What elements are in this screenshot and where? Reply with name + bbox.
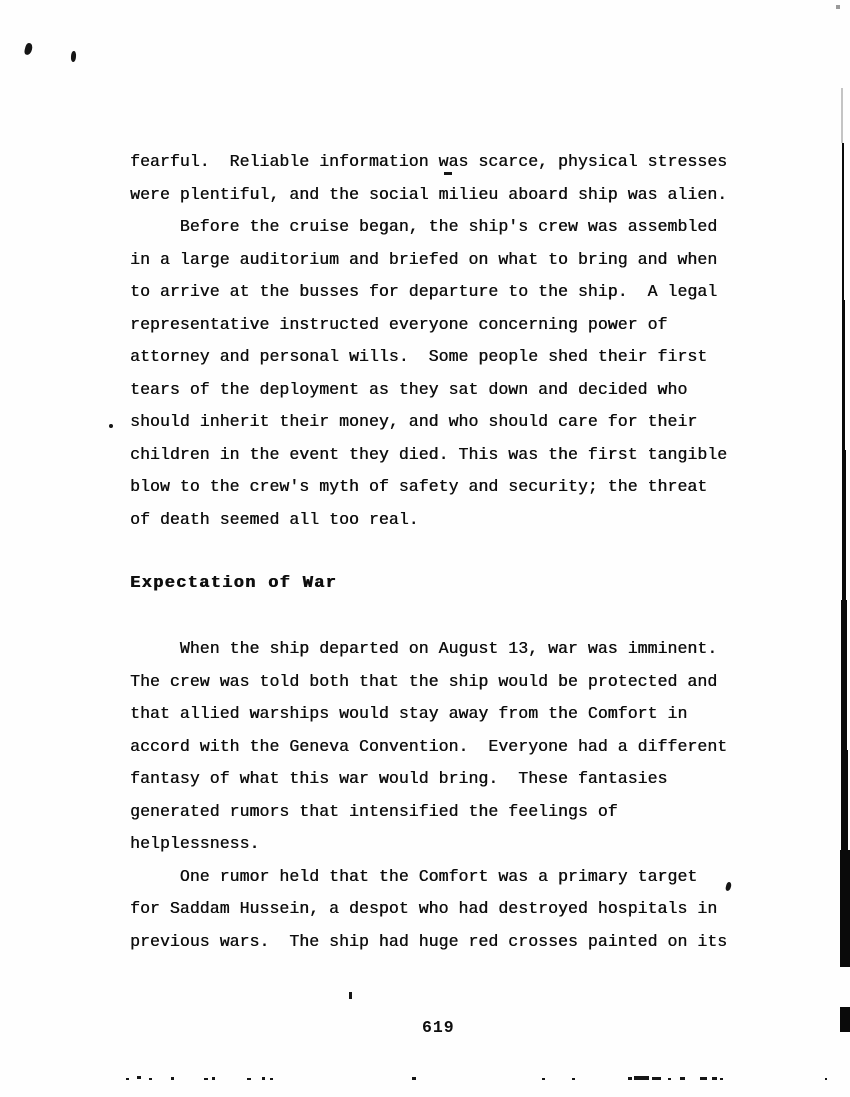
text-line: to arrive at the busses for departure to the ship. A legal	[130, 282, 718, 301]
text-line: Before the cruise began, the ship's crew was assembled	[130, 217, 718, 236]
scan-artifact	[212, 1077, 215, 1080]
scan-artifact	[349, 992, 352, 999]
text-line: should inherit their money, and who should care for their	[130, 412, 698, 431]
scan-artifact	[825, 1078, 827, 1080]
scan-artifact	[712, 1077, 717, 1080]
text-line: blow to the crew's myth of safety and security; the threat	[130, 477, 708, 496]
scan-artifact	[836, 5, 840, 9]
scan-artifact	[668, 1078, 671, 1080]
text-line: that allied warships would stay away from the Comfort in	[130, 704, 688, 723]
text-line: previous wars. The ship had huge red crosses painted on its	[130, 931, 728, 951]
scan-edge-bar	[841, 88, 843, 143]
text-line: fearful. Reliable information was scarce, physical stresses	[130, 152, 728, 171]
body-text-above-heading	[130, 146, 770, 536]
scan-edge-bar	[841, 750, 848, 850]
scan-artifact	[24, 42, 34, 55]
scan-edge-bar	[842, 300, 845, 450]
text-line: in a large auditorium and briefed on what to bring and when	[130, 249, 718, 269]
scan-artifact	[149, 1078, 152, 1080]
scan-artifact	[634, 1076, 649, 1080]
scan-artifact	[680, 1077, 685, 1080]
page-number: 619	[422, 1018, 455, 1037]
scan-edge-bar	[840, 850, 850, 967]
text-line: One rumor held that the Comfort was a primary target	[130, 866, 698, 886]
text-line: of death seemed all too real.	[130, 509, 419, 529]
text-line: The crew was told both that the ship would be protected and	[130, 671, 718, 691]
scan-artifact	[204, 1078, 208, 1080]
scan-artifact	[71, 51, 77, 62]
text-line: for Saddam Hussein, a despot who had destroyed hospitals in	[130, 899, 718, 918]
text-line: fantasy of what this war would bring. These fantasies	[130, 769, 668, 788]
text-line: When the ship departed on August 13, war was imminent.	[130, 639, 718, 658]
scan-edge-bar	[842, 143, 844, 300]
scan-artifact	[444, 172, 452, 175]
scan-artifact	[171, 1077, 174, 1080]
scan-artifact	[247, 1078, 251, 1080]
scan-artifact	[720, 1078, 723, 1080]
text-line: tears of the deployment as they sat down and decided who	[130, 379, 688, 399]
scan-artifact	[652, 1077, 661, 1080]
text-line: accord with the Geneva Convention. Everyone had a different	[130, 736, 728, 756]
scan-artifact	[700, 1077, 707, 1080]
scan-artifact	[126, 1078, 129, 1080]
text-line: were plentiful, and the social milieu aboard ship was alien.	[130, 184, 728, 204]
text-line: generated rumors that intensified the feelings of	[130, 801, 618, 821]
text-line: attorney and personal wills. Some people shed their first	[130, 347, 708, 366]
text-line: helplessness.	[130, 834, 260, 853]
scan-artifact	[270, 1078, 273, 1080]
text-line: representative instructed everyone concerning power of	[130, 314, 668, 334]
scan-artifact	[542, 1078, 545, 1080]
scan-artifact	[109, 424, 113, 428]
scan-artifact	[412, 1077, 416, 1080]
scan-artifact	[572, 1078, 575, 1080]
scan-artifact	[137, 1076, 141, 1079]
scan-artifact	[628, 1077, 632, 1080]
scan-artifact	[262, 1077, 265, 1080]
scan-edge-bar	[841, 600, 847, 750]
scan-edge-bar	[840, 1007, 850, 1032]
text-line: children in the event they died. This was the first tangible	[130, 444, 728, 464]
section-heading: Expectation of War	[130, 574, 338, 593]
body-text-below-heading	[130, 633, 770, 958]
scan-edge-bar	[842, 450, 846, 600]
